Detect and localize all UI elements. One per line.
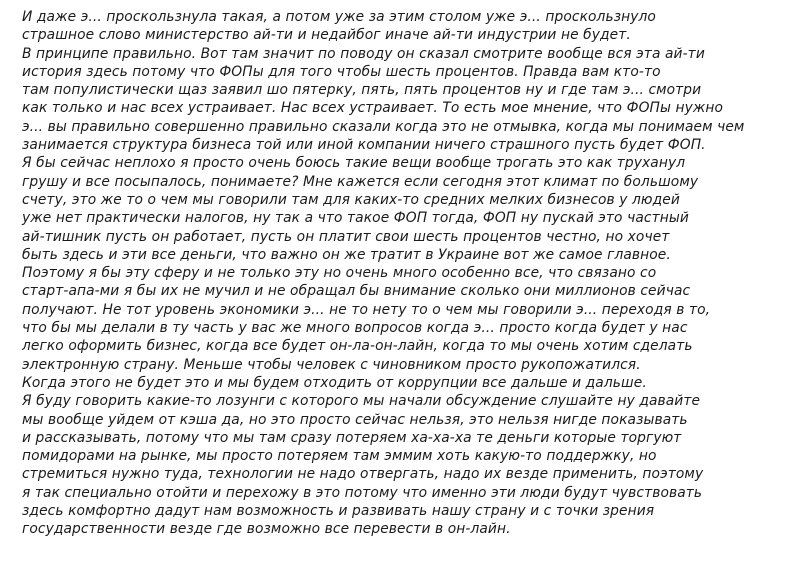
text-line: легко оформить бизнес, когда все будет он-ла-он-лайн, когда то мы очень хотим сделать [22,338,693,355]
text-line: Я буду говорить какие-то лозунги с которого мы начали обсуждение слушайте ну давайте [22,393,701,410]
text-line: получают. Не тот уровень экономики э... не то нету то о чем мы говорили э... переходя в то, [22,301,711,318]
text-line: здесь комфортно дадут нам возможность и развивать нашу страну и с точки зрения [22,503,655,520]
text-line: стремиться нужно туда, технологии не надо отвергать, надо их везде применить, поэтому [22,466,704,483]
text-line: государственности везде где возможно все перевести в он-лайн. [22,521,511,538]
text-line: история здесь потому что ФОПы для того чтобы шесть процентов. Правда вам кто-то [22,63,661,80]
text-line: э... вы правильно совершенно правильно сказали когда это не отмывка, когда мы понимаем чем [22,118,745,135]
text-line: В принципе правильно. Вот там значит по поводу он сказал смотрите вообще вся эта ай-ти [22,45,705,62]
text-line: И даже э... проскользнула такая, а потом уже за этим столом уже э... проскользнуло [22,9,656,25]
text-line: мы вообще уйдем от кэша да, но это просто сейчас нельзя, это нельзя нигде показывать [22,411,688,428]
text-line: как только и нас всех устраивает. Нас всех устраивает. То есть мое мнение, что ФОПы нужно [22,100,724,117]
text-line: страшное слово министерство ай-ти и недайбог иначе ай-ти индустрии не будет. [22,27,631,44]
text-line: грушу и все посыпалось, понимаете? Мне кажется если сегодня этот климат по большому [22,173,699,190]
text-line: Поэтому я бы эту сферу и не только эту но очень много особенно все, что связано со [22,265,657,282]
text-line: помидорами на рынке, мы просто потеряем там эммим хоть какую-то поддержку, но [22,448,657,465]
text-line: что бы мы делали в ту часть у вас же много вопросов когда э... просто когда будет у нас [22,320,688,337]
text-line: занимается структура бизнеса той или иной компании ничего страшного пусть будет ФОП. [22,137,706,154]
text-line: я так специально отойти и перехожу в это потому что именно эти люди будут чувствовать [22,484,703,501]
text-line: электронную страну. Меньше чтобы человек с чиновником просто рукопожатился. [22,356,641,373]
text-line: старт-апа-ми я бы их не мучил и не обращал бы внимание сколько они миллионов сейчас [22,283,691,300]
text-line: Я бы сейчас неплохо я просто очень боюсь такие вещи вообще трогать это как труханул [22,155,686,172]
text-line: Когда этого не будет это и мы будем отходить от коррупции все дальше и дальше. [22,374,647,391]
text-line: счету, это же то о чем мы говорили там для каких-то средних мелких бизнесов у людей [22,191,680,208]
text-line: и рассказывать, потому что мы там сразу потеряем ха-ха-ха те деньги которые торгуют [22,429,682,446]
text-line: быть здесь и эти все деньги, что важно он же тратит в Украине вот же самое главное. [22,246,671,263]
text-line: там популистически щаз заявил шо пятерку, пять, пять процентов ну и где там э... смотри [22,82,702,99]
text-line: уже нет практически налогов, ну так а что такое ФОП тогда, ФОП ну пускай это частный [22,210,689,227]
text-line: ай-тишник пусть он работает, пусть он платит свои шесть процентов честно, но хочет [22,228,670,245]
